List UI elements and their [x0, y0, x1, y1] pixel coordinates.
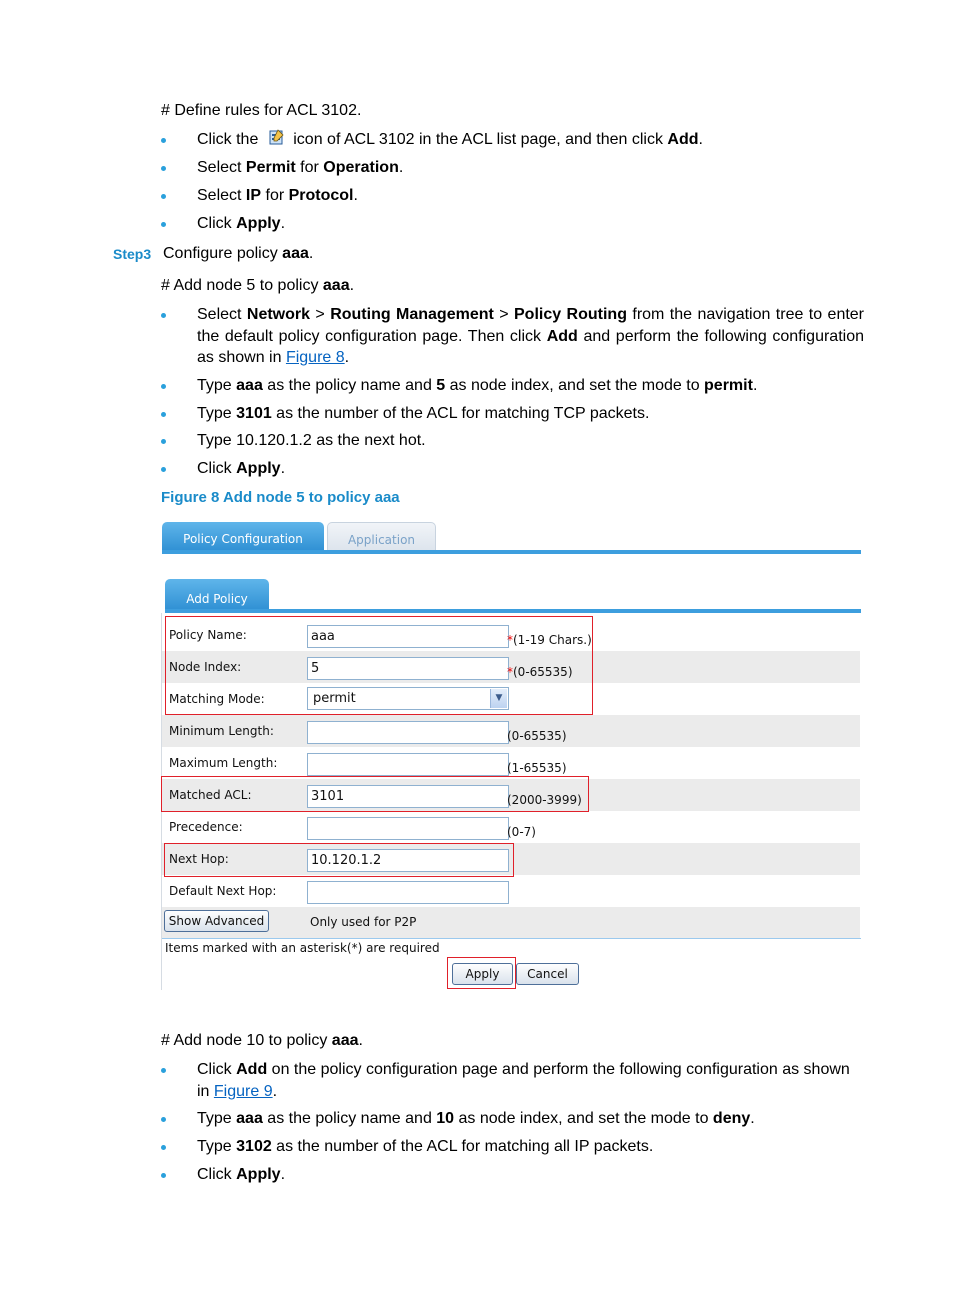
define-rules-heading: # Define rules for ACL 3102.	[161, 102, 362, 119]
label-matched-acl: Matched ACL:	[169, 788, 252, 802]
row-minimum-length	[162, 715, 860, 747]
hint-precedence: (0-7)	[507, 825, 536, 839]
matching-mode-select[interactable]: permit ▼	[307, 687, 509, 710]
hint-node-index: *(0-65535)	[507, 665, 573, 679]
form-bottom-line	[162, 938, 861, 939]
bullet-dot	[161, 412, 166, 417]
only-p2p-note: Only used for P2P	[310, 915, 417, 929]
figure-9-link[interactable]: Figure 9	[213, 1082, 273, 1100]
matched-acl-input[interactable]: 3101	[307, 785, 509, 808]
label-maximum-length: Maximum Length:	[169, 756, 278, 770]
bullet-dot	[161, 313, 166, 318]
tab-application[interactable]: Application	[327, 522, 436, 553]
policy-config-screenshot	[161, 520, 861, 990]
figure-caption: Figure 8 Add node 5 to policy aaa	[161, 489, 400, 506]
node10-heading: # Add node 10 to policy aaa.	[161, 1032, 363, 1049]
maximum-length-input[interactable]	[307, 753, 509, 776]
hint-minimum-length: (0-65535)	[507, 729, 567, 743]
hint-matched-acl: (2000-3999)	[507, 793, 582, 807]
bullet-dot	[161, 467, 166, 472]
bullet-click-apply: Click Apply.	[161, 213, 864, 235]
next-hop-input[interactable]: 10.120.1.2	[307, 849, 509, 872]
step-label: Step3	[113, 246, 152, 262]
bullet-dot	[161, 439, 166, 444]
apply-button[interactable]: Apply	[452, 963, 513, 985]
bullet-dot	[161, 194, 166, 199]
label-node-index: Node Index:	[169, 660, 242, 674]
edit-icon	[267, 129, 285, 146]
label-default-next-hop: Default Next Hop:	[169, 884, 277, 898]
hint-maximum-length: (1-65535)	[507, 761, 567, 775]
required-note: Items marked with an asterisk(*) are required	[165, 941, 440, 955]
highlight-policy-fields	[165, 616, 593, 715]
label-precedence: Precedence:	[169, 820, 243, 834]
highlight-matched-acl	[161, 776, 589, 812]
precedence-input[interactable]	[307, 817, 509, 840]
bullet-dot	[161, 1117, 166, 1122]
bullet-select-ip: Select IP for Protocol.	[161, 185, 864, 207]
label-minimum-length: Minimum Length:	[169, 724, 274, 738]
minimum-length-input[interactable]	[307, 721, 509, 744]
label-matching-mode: Matching Mode:	[169, 692, 265, 706]
node5-heading: # Add node 5 to policy aaa.	[161, 277, 355, 294]
row-precedence	[162, 811, 860, 843]
default-next-hop-input[interactable]	[307, 881, 509, 904]
figure-8-link[interactable]: Figure 8	[285, 349, 345, 366]
label-next-hop: Next Hop:	[169, 852, 229, 866]
bullet-type-3101: Type 3101 as the number of the ACL for matching TCP packets.	[161, 403, 864, 425]
bullet-dot	[161, 222, 166, 227]
bullet-dot	[161, 384, 166, 389]
bullet-dot	[161, 138, 166, 143]
bullet-dot	[161, 166, 166, 171]
bullet-click-apply-node10: Click Apply.	[161, 1164, 864, 1186]
bullet-type-aaa-10: Type aaa as the policy name and 10 as node index, and set the mode to deny.	[161, 1108, 864, 1130]
node-index-input[interactable]: 5	[307, 657, 509, 680]
chevron-down-icon[interactable]: ▼	[490, 689, 507, 708]
step-text: Configure policy aaa.	[163, 245, 314, 262]
bullet-click-apply-node5: Click Apply.	[161, 458, 864, 480]
bullet-type-next-hop: Type 10.120.1.2 as the next hot.	[161, 430, 864, 452]
label-policy-name: Policy Name:	[169, 628, 247, 642]
bullet-click-edit-icon: Click the icon of ACL 3102 in the ACL list page, and then click Add.	[161, 129, 864, 151]
bullet-type-3102: Type 3102 as the number of the ACL for matching all IP packets.	[161, 1136, 864, 1158]
tab-add-policy[interactable]: Add Policy	[165, 579, 269, 611]
bullet-dot	[161, 1068, 166, 1073]
highlight-next-hop	[164, 843, 514, 877]
bullet-select-permit: Select Permit for Operation.	[161, 157, 864, 179]
policy-name-input[interactable]: aaa	[307, 625, 509, 648]
bullet-dot	[161, 1145, 166, 1150]
tab-underline	[162, 550, 861, 554]
row-maximum-length	[162, 747, 860, 779]
row-show-advanced	[162, 907, 860, 938]
subtab-underline	[165, 609, 861, 613]
bullet-click-add: Click Add on the policy configuration page and perform the following configuration as shown in Figure 9.	[161, 1059, 864, 1102]
show-advanced-button[interactable]: Show Advanced	[164, 910, 269, 932]
hint-policy-name: *(1-19 Chars.)	[507, 633, 592, 647]
bullet-dot	[161, 1173, 166, 1178]
cancel-button[interactable]: Cancel	[516, 963, 579, 985]
bullet-select-network: Select Network > Routing Management > Policy Routing from the navigation tree to enter the default policy configuration page. Then click Add and perform the following configuration as shown in Figure 8.	[161, 304, 864, 369]
bullet-type-aaa-5: Type aaa as the policy name and 5 as node index, and set the mode to permit.	[161, 375, 864, 397]
highlight-apply	[447, 957, 516, 989]
tab-policy-configuration[interactable]: Policy Configuration	[162, 522, 324, 552]
row-default-next-hop	[162, 875, 860, 907]
